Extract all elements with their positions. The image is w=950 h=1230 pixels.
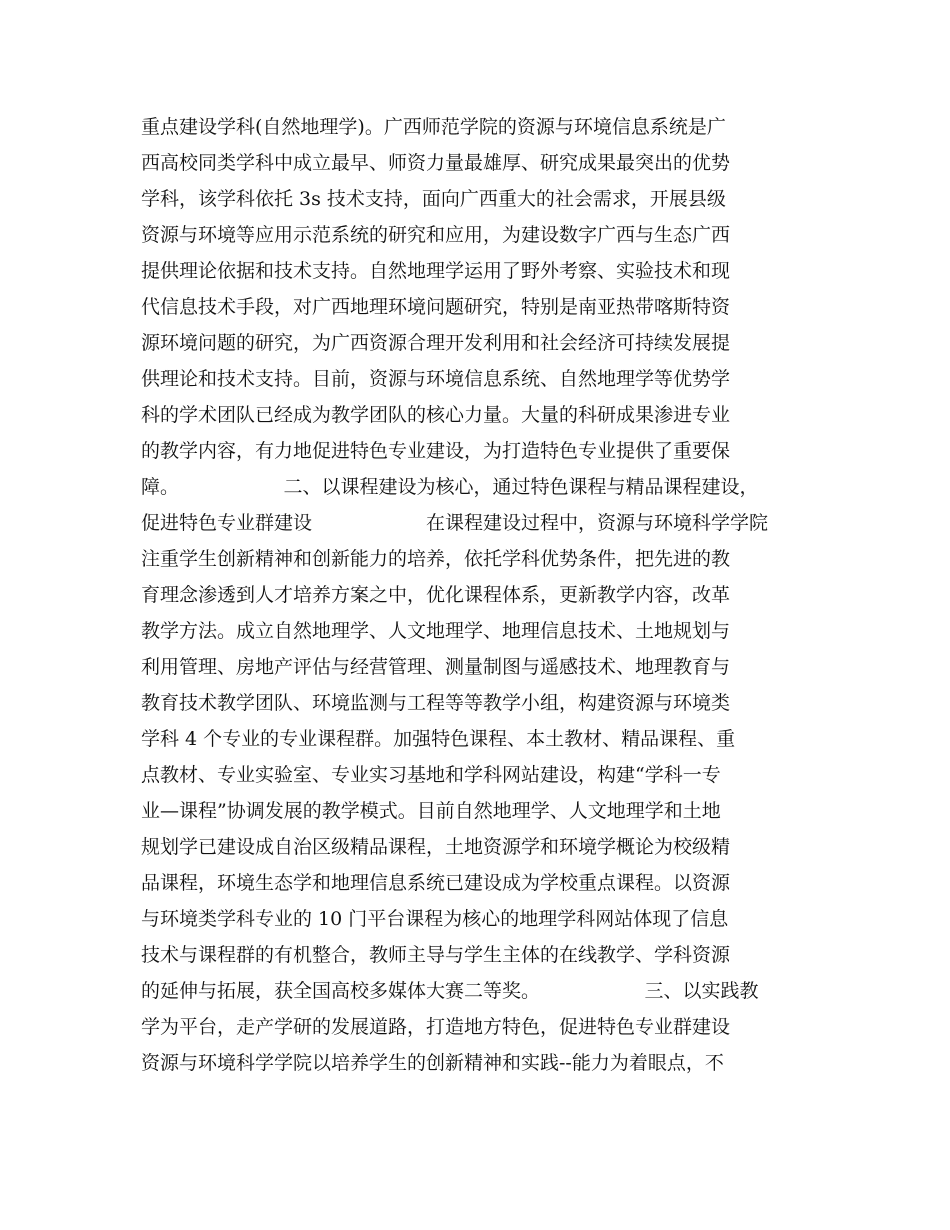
text-line: 代信息技术手段，对广西地理环境问题研究，特别是南亚热带喀斯特资 xyxy=(141,296,731,318)
text-line: 提供理论依据和技术支持。自然地理学运用了野外考察、实验技术和现 xyxy=(141,260,731,282)
text-line: 点教材、专业实验室、专业实习基地和学科网站建设，构建“学科一专 xyxy=(141,764,721,786)
text-line: 的教学内容，有力地促进特色专业建设，为打造特色专业提供了重要保 xyxy=(141,440,731,462)
text-line: 教育技术教学团队、环境监测与工程等等教学小组，构建资源与环境类 xyxy=(141,692,731,714)
text-line: 的延伸与拓展，获全国高校多媒体大赛二等奖。 三、以实践教 xyxy=(141,980,759,1002)
text-line: 障。 二、以课程建设为核心，通过特色课程与精品课程建设， xyxy=(141,476,759,498)
text-line: 促进特色专业群建设 在课程建设过程中，资源与环境科学学院 xyxy=(141,512,769,534)
text-line: 学为平台，走产学研的发展道路，打造地方特色，促进特色专业群建设 xyxy=(141,1016,731,1038)
text-line: 学科 4 个专业的专业课程群。加强特色课程、本土教材、精品课程、重 xyxy=(141,728,736,750)
text-line: 西高校同类学科中成立最早、师资力量最雄厚、研究成果最突出的优势 xyxy=(141,152,731,174)
text-line: 育理念渗透到人才培养方案之中，优化课程体系，更新教学内容，改革 xyxy=(141,584,731,606)
text-line: 品课程，环境生态学和地理信息系统已建设成为学校重点课程。以资源 xyxy=(141,872,731,894)
text-line: 重点建设学科(自然地理学)。广西师范学院的资源与环境信息系统是广 xyxy=(141,116,726,138)
text-line: 供理论和技术支持。目前，资源与环境信息系统、自然地理学等优势学 xyxy=(141,368,731,390)
text-line: 资源与环境等应用示范系统的研究和应用，为建设数字广西与生态广西 xyxy=(141,224,731,246)
text-line: 技术与课程群的有机整合，教师主导与学生主体的在线教学、学科资源 xyxy=(141,944,731,966)
text-line: 业—课程”协调发展的教学模式。目前自然地理学、人文地理学和土地 xyxy=(141,800,721,822)
text-line: 源环境问题的研究，为广西资源合理开发利用和社会经济可持续发展提 xyxy=(141,332,731,354)
text-line: 学科，该学科依托 3s 技术支持，面向广西重大的社会需求，开展县级 xyxy=(141,188,726,210)
text-line: 利用管理、房地产评估与经营管理、测量制图与遥感技术、地理教育与 xyxy=(141,656,731,678)
text-line: 注重学生创新精神和创新能力的培养，依托学科优势条件，把先进的教 xyxy=(141,548,731,570)
text-line: 资源与环境科学学院以培养学生的创新精神和实践--能力为着眼点，不 xyxy=(141,1052,724,1074)
text-line: 与环境类学科专业的 10 门平台课程为核心的地理学科网站体现了信息 xyxy=(141,908,729,930)
text-line: 规划学已建设成自治区级精品课程，土地资源学和环境学概论为校级精 xyxy=(141,836,731,858)
text-line: 科的学术团队已经成为教学团队的核心力量。大量的科研成果渗进专业 xyxy=(141,404,731,426)
text-line: 教学方法。成立自然地理学、人文地理学、地理信息技术、土地规划与 xyxy=(141,620,731,642)
document-body xyxy=(141,109,813,1081)
